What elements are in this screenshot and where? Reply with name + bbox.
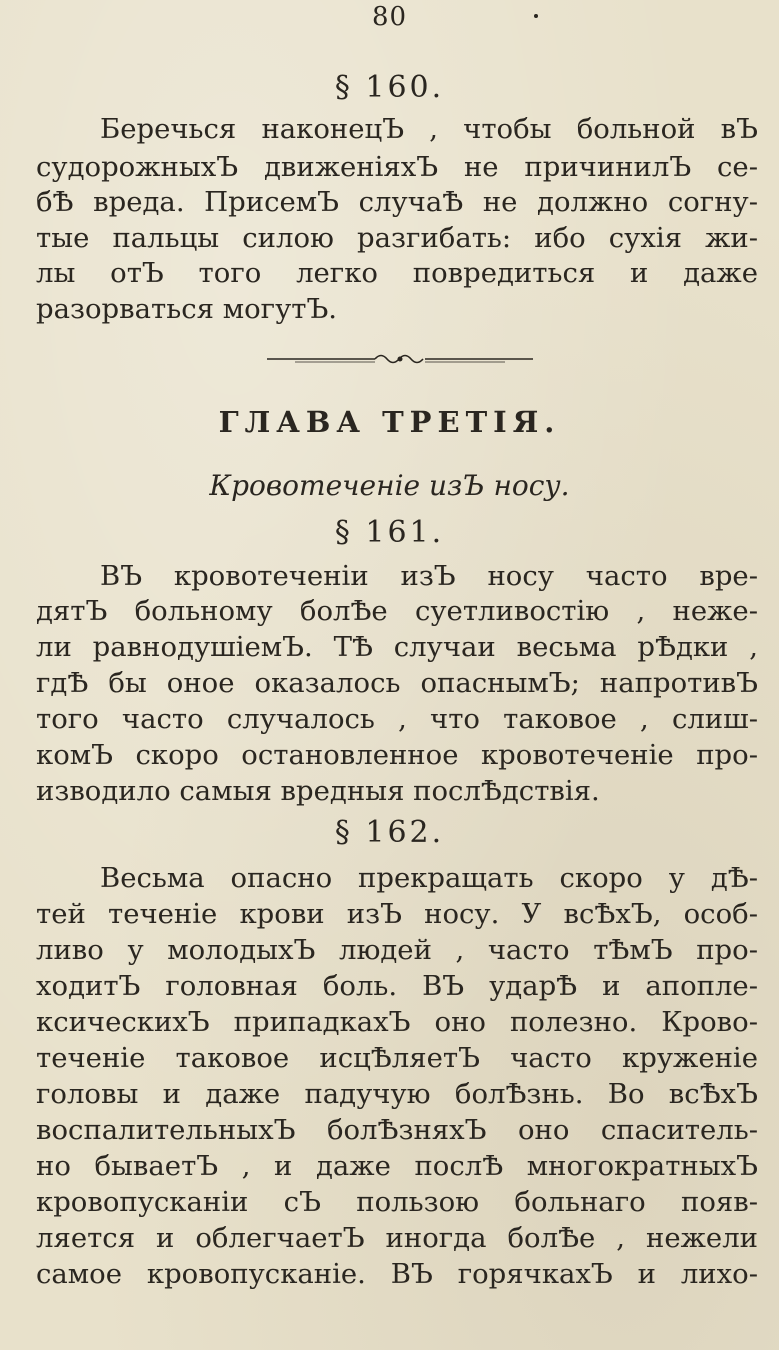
print-speck	[534, 14, 538, 18]
paragraph-line: ливо у молодыхЪ людей , часто тѢмЪ про-	[36, 934, 758, 966]
paragraph-line: комЪ скоро остановленное кровотеченiе про-	[36, 739, 758, 771]
section-heading-162: § 162.	[334, 815, 445, 850]
paragraph-line: кровопусканiи сЪ пользою больнаго появ-	[36, 1186, 758, 1218]
paragraph-line: изводило самыя вредныя послѢдствiя.	[36, 775, 600, 807]
paragraph-line: ли равнодушiемЪ. ТѢ случаи весьма рѢдки ,	[36, 631, 758, 663]
paragraph-line: самое кровопусканiе. ВЪ горячкахЪ и лихо-	[36, 1258, 758, 1290]
paragraph-line: но бываетЪ , и даже послѢ многократныхЪ	[36, 1150, 758, 1182]
ornamental-divider	[265, 349, 535, 369]
paragraph-line: Весьма опасно прекращать скоро у дѢ-	[100, 862, 758, 894]
paragraph-line: ходитЪ головная боль. ВЪ ударѢ и апопле-	[36, 970, 758, 1002]
paragraph-line: ксическихЪ припадкахЪ оно полезно. Крово-	[36, 1006, 758, 1038]
paragraph-line: бѢ вреда. ПрисемЪ случаѢ не должно согну-	[36, 186, 758, 218]
paragraph-line: того часто случалось , что таковое , слиш-	[36, 703, 758, 735]
chapter-subtitle: Кровотеченiе изЪ носу.	[209, 469, 570, 502]
paragraph-line: ВЪ кровотеченiи изЪ носу часто вре-	[100, 560, 758, 592]
paragraph-line: теченiе таковое исцѢляетЪ часто круженiе	[36, 1042, 758, 1074]
paragraph-line: головы и даже падучую болѢзнь. Во всѢхЪ	[36, 1078, 758, 1110]
paragraph-line: тые пальцы силою разгибать: ибо сухiя жи-	[36, 222, 758, 254]
section-heading-161: § 161.	[334, 515, 445, 550]
paragraph-line: Беречься наконецЪ , чтобы больной вЪ	[100, 113, 758, 145]
section-heading-160: § 160.	[334, 70, 445, 105]
paragraph-line: дятЪ больному болѢе суетливостiю , неже-	[36, 595, 758, 627]
paragraph-line: тей теченiе крови изЪ носу. У всѢхЪ, особ-	[36, 898, 758, 930]
paragraph-line: воспалительныхЪ болѢзняхЪ оно спаситель-	[36, 1114, 758, 1146]
paragraph-line: лы отЪ того легко повредиться и даже	[36, 257, 758, 289]
chapter-title: ГЛАВА ТРЕТIЯ.	[218, 405, 561, 439]
paragraph-line: ляется и облегчаетЪ иногда болѢе , нежели	[36, 1222, 758, 1254]
paragraph-line: судорожныхЪ движенiяхЪ не причинилЪ се-	[36, 151, 758, 183]
paragraph-line: гдѢ бы оное оказалось опаснымЪ; напротивЪ	[36, 667, 758, 699]
page-number: 80	[371, 2, 408, 32]
paragraph-line: разорваться могутЪ.	[36, 293, 338, 325]
